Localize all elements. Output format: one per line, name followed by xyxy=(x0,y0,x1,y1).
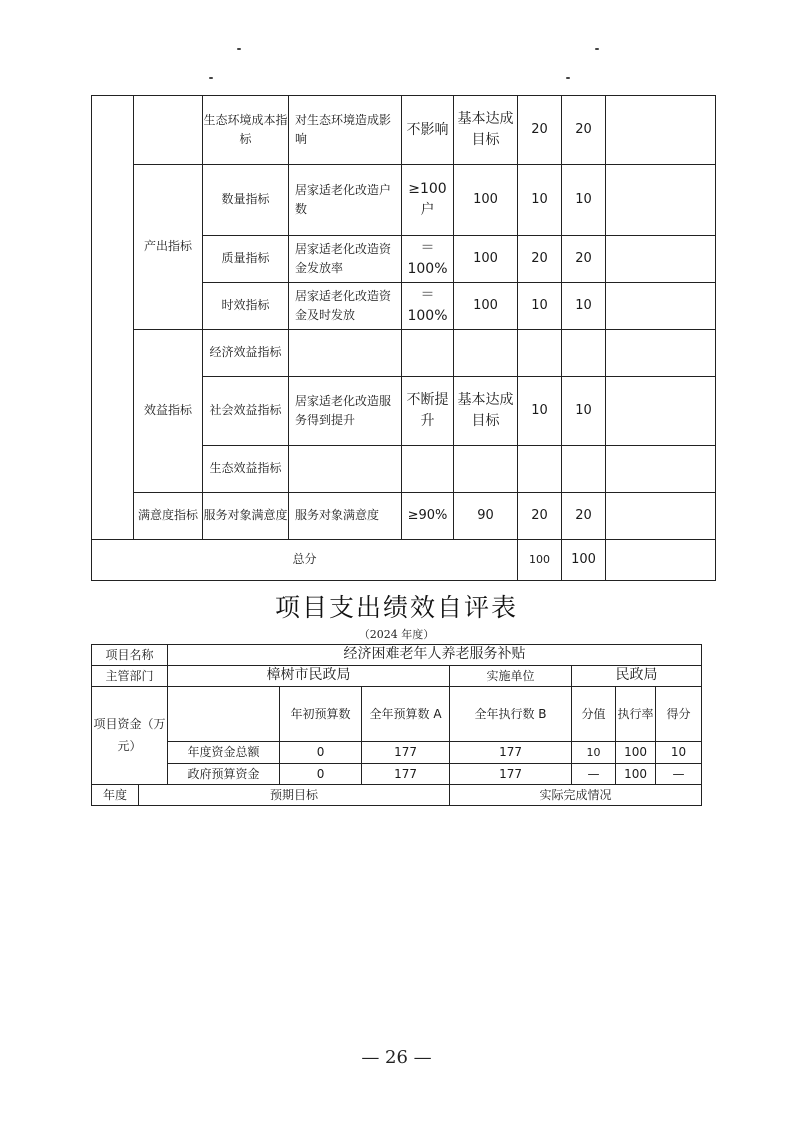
fund-row-label: 年度资金总额 xyxy=(168,742,280,764)
weight-value: 10 xyxy=(518,165,562,236)
weight-value: 20 xyxy=(518,493,562,540)
header-weight: 分值 xyxy=(572,687,616,742)
remark-cell xyxy=(606,330,716,377)
page-number: — 26 — xyxy=(361,1047,432,1068)
fund-header-blank xyxy=(168,687,280,742)
level3-indicator: 社会效益指标 xyxy=(203,377,289,446)
annual-target: 不断提升 xyxy=(402,377,454,446)
header-rate: 执行率 xyxy=(616,687,656,742)
actual-value: 100 xyxy=(454,236,518,283)
actual-value: 基本达成目标 xyxy=(454,377,518,446)
weight-value xyxy=(518,446,562,493)
annual-target: ＝100% xyxy=(402,283,454,330)
fund-rate: 100 xyxy=(616,742,656,764)
weight-value: 10 xyxy=(518,377,562,446)
actual-value: 100 xyxy=(454,283,518,330)
weight-value xyxy=(518,330,562,377)
scan-speck xyxy=(237,48,241,50)
indicator-content: 对生态环境造成影响 xyxy=(289,96,402,165)
project-name-label: 项目名称 xyxy=(92,645,168,666)
table-row xyxy=(92,96,716,165)
header-initial-budget: 年初预算数 xyxy=(280,687,362,742)
level2-cell xyxy=(134,96,203,165)
annual-target: ≥100户 xyxy=(402,165,454,236)
indicator-content: 居家适老化改造资金发放率 xyxy=(289,236,402,283)
fund-annual: 177 xyxy=(362,742,450,764)
level3-indicator: 质量指标 xyxy=(203,236,289,283)
fund-executed: 177 xyxy=(450,764,572,785)
table-row xyxy=(92,666,702,687)
table-row xyxy=(92,785,702,806)
level2-output: 产出指标 xyxy=(134,165,203,330)
remark-cell xyxy=(606,540,716,581)
table-row xyxy=(92,493,716,540)
level3-indicator: 生态效益指标 xyxy=(203,446,289,493)
expected-goal-label: 预期目标 xyxy=(139,785,450,806)
level3-indicator: 服务对象满意度 xyxy=(203,493,289,540)
weight-value: 20 xyxy=(518,236,562,283)
remark-cell xyxy=(606,377,716,446)
fund-row-label: 政府预算资金 xyxy=(168,764,280,785)
total-row xyxy=(92,540,716,581)
total-label: 总分 xyxy=(92,540,518,581)
impl-label: 实施单位 xyxy=(450,666,572,687)
form-year: （2024 年度） xyxy=(358,628,435,641)
fund-label: 项目资金（万元） xyxy=(92,687,168,785)
actual-value: 基本达成目标 xyxy=(454,96,518,165)
indicator-content xyxy=(289,446,402,493)
scan-speck xyxy=(566,77,570,79)
performance-indicator-table xyxy=(91,95,716,581)
weight-value: 20 xyxy=(518,96,562,165)
level3-indicator: 时效指标 xyxy=(203,283,289,330)
annual-target: 不影响 xyxy=(402,96,454,165)
fund-annual: 177 xyxy=(362,764,450,785)
form-title: 项目支出绩效自评表 xyxy=(274,593,518,622)
header-annual-budget: 全年预算数 A xyxy=(362,687,450,742)
indicator-content: 服务对象满意度 xyxy=(289,493,402,540)
dept-value: 樟树市民政局 xyxy=(168,666,450,687)
level3-indicator: 生态环境成本指标 xyxy=(203,96,289,165)
actual-value xyxy=(454,446,518,493)
level3-indicator: 数量指标 xyxy=(203,165,289,236)
fund-weight: 10 xyxy=(572,742,616,764)
level2-benefit: 效益指标 xyxy=(134,330,203,493)
scan-speck xyxy=(595,48,599,50)
actual-value xyxy=(454,330,518,377)
table-row xyxy=(92,645,702,666)
self-evaluation-table xyxy=(91,644,702,806)
actual-completion-label: 实际完成情况 xyxy=(450,785,702,806)
indicator-content xyxy=(289,330,402,377)
indicator-content: 居家适老化改造资金及时发放 xyxy=(289,283,402,330)
fund-initial: 0 xyxy=(280,764,362,785)
project-name: 经济困难老年人养老服务补贴 xyxy=(168,645,702,666)
table-row xyxy=(92,330,716,377)
score-value: 20 xyxy=(562,236,606,283)
remark-cell xyxy=(606,236,716,283)
total-weight: 100 xyxy=(518,540,562,581)
scan-speck xyxy=(209,77,213,79)
remark-cell xyxy=(606,446,716,493)
remark-cell xyxy=(606,96,716,165)
score-value xyxy=(562,330,606,377)
actual-value: 100 xyxy=(454,165,518,236)
annual-target xyxy=(402,330,454,377)
score-value: 10 xyxy=(562,165,606,236)
table-row xyxy=(92,687,702,742)
remark-cell xyxy=(606,165,716,236)
dept-label: 主管部门 xyxy=(92,666,168,687)
score-value: 20 xyxy=(562,493,606,540)
total-score: 100 xyxy=(562,540,606,581)
header-score: 得分 xyxy=(656,687,702,742)
table-row xyxy=(92,742,702,764)
year-label: 年度 xyxy=(92,785,139,806)
score-value: 10 xyxy=(562,283,606,330)
fund-weight: — xyxy=(572,764,616,785)
impl-value: 民政局 xyxy=(572,666,702,687)
table-row xyxy=(92,165,716,236)
annual-target xyxy=(402,446,454,493)
level3-indicator: 经济效益指标 xyxy=(203,330,289,377)
fund-score: — xyxy=(656,764,702,785)
fund-score: 10 xyxy=(656,742,702,764)
level2-satisfaction: 满意度指标 xyxy=(134,493,203,540)
score-value: 10 xyxy=(562,377,606,446)
table-row xyxy=(92,764,702,785)
actual-value: 90 xyxy=(454,493,518,540)
score-value: 20 xyxy=(562,96,606,165)
fund-executed: 177 xyxy=(450,742,572,764)
remark-cell xyxy=(606,283,716,330)
remark-cell xyxy=(606,493,716,540)
fund-initial: 0 xyxy=(280,742,362,764)
fund-rate: 100 xyxy=(616,764,656,785)
annual-target: ＝100% xyxy=(402,236,454,283)
level1-cell xyxy=(92,96,134,540)
weight-value: 10 xyxy=(518,283,562,330)
header-executed: 全年执行数 B xyxy=(450,687,572,742)
score-value xyxy=(562,446,606,493)
indicator-content: 居家适老化改造服务得到提升 xyxy=(289,377,402,446)
annual-target: ≥90% xyxy=(402,493,454,540)
indicator-content: 居家适老化改造户数 xyxy=(289,165,402,236)
